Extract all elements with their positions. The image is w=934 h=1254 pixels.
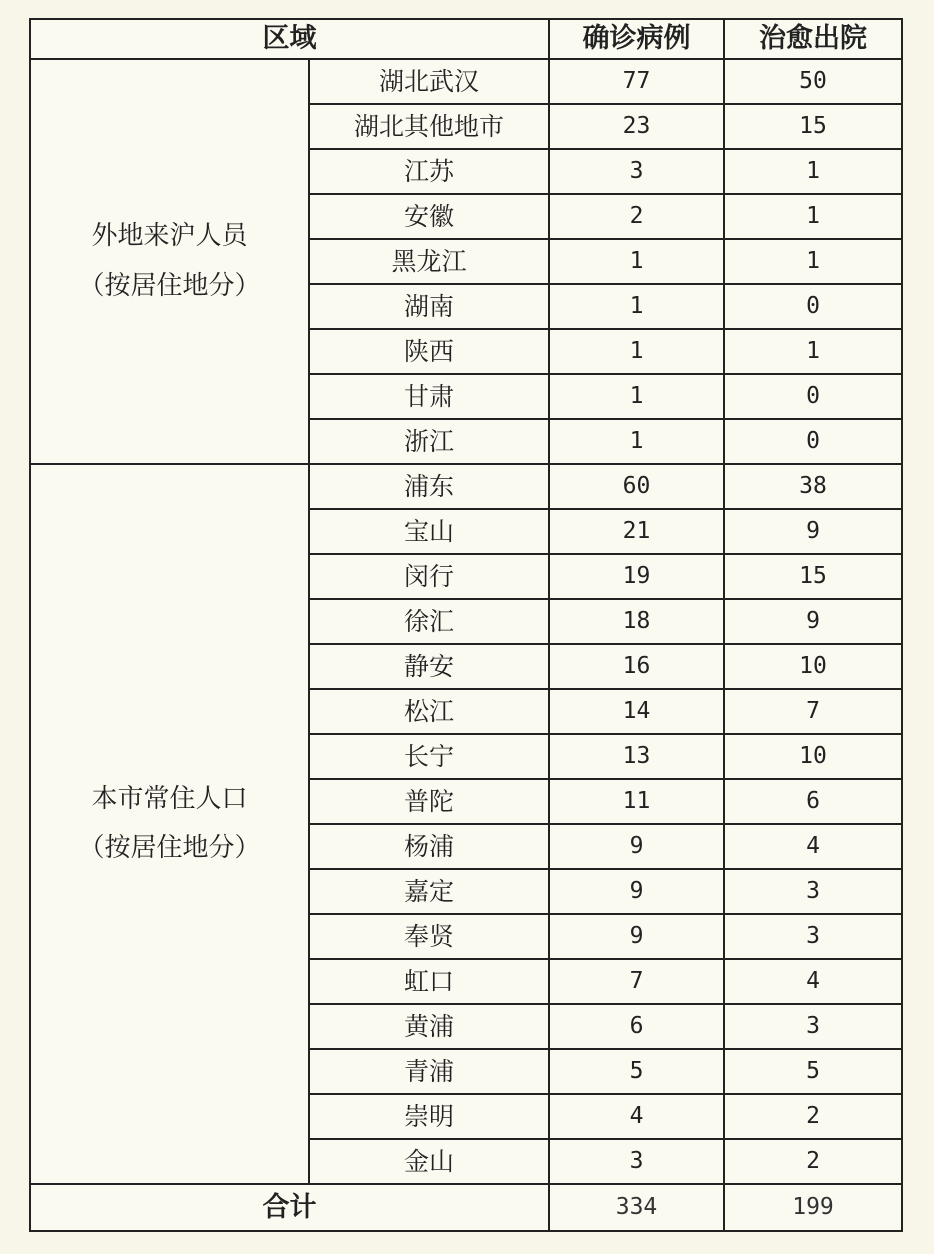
total-recovered: 199: [724, 1184, 902, 1231]
recovered-cell: 1: [724, 239, 902, 284]
confirmed-cell: 3: [549, 1139, 724, 1184]
confirmed-cell: 5: [549, 1049, 724, 1094]
header-recovered: 治愈出院: [724, 19, 902, 59]
case-statistics-table: [29, 18, 903, 1232]
confirmed-cell: 16: [549, 644, 724, 689]
confirmed-cell: 14: [549, 689, 724, 734]
confirmed-cell: 3: [549, 149, 724, 194]
recovered-cell: 0: [724, 419, 902, 464]
recovered-cell: 2: [724, 1139, 902, 1184]
confirmed-cell: 21: [549, 509, 724, 554]
area-cell: 浦东: [309, 464, 549, 509]
recovered-cell: 9: [724, 509, 902, 554]
header-confirmed: 确诊病例: [549, 19, 724, 59]
area-cell: 湖北武汉: [309, 59, 549, 104]
confirmed-cell: 7: [549, 959, 724, 1004]
recovered-cell: 3: [724, 1004, 902, 1049]
table-row: [30, 464, 902, 509]
recovered-cell: 9: [724, 599, 902, 644]
area-cell: 崇明: [309, 1094, 549, 1139]
recovered-cell: 4: [724, 959, 902, 1004]
area-cell: 陕西: [309, 329, 549, 374]
area-cell: 长宁: [309, 734, 549, 779]
recovered-cell: 3: [724, 869, 902, 914]
recovered-cell: 1: [724, 194, 902, 239]
area-cell: 黄浦: [309, 1004, 549, 1049]
area-cell: 湖北其他地市: [309, 104, 549, 149]
confirmed-cell: 1: [549, 239, 724, 284]
area-cell: 金山: [309, 1139, 549, 1184]
group-label: [30, 464, 309, 1184]
recovered-cell: 50: [724, 59, 902, 104]
table-body: [30, 59, 902, 1184]
recovered-cell: 6: [724, 779, 902, 824]
confirmed-cell: 23: [549, 104, 724, 149]
area-cell: 安徽: [309, 194, 549, 239]
confirmed-cell: 6: [549, 1004, 724, 1049]
recovered-cell: 38: [724, 464, 902, 509]
area-cell: 浙江: [309, 419, 549, 464]
recovered-cell: 3: [724, 914, 902, 959]
confirmed-cell: 2: [549, 194, 724, 239]
confirmed-cell: 9: [549, 824, 724, 869]
confirmed-cell: 9: [549, 914, 724, 959]
area-cell: 闵行: [309, 554, 549, 599]
table-row: [30, 59, 902, 104]
group-label-line1: 本市常住人口: [91, 783, 248, 814]
confirmed-cell: 4: [549, 1094, 724, 1139]
recovered-cell: 10: [724, 644, 902, 689]
total-confirmed: 334: [549, 1184, 724, 1231]
recovered-cell: 1: [724, 329, 902, 374]
group-label-line1: 外地来沪人员: [91, 221, 248, 252]
area-cell: 宝山: [309, 509, 549, 554]
area-cell: 嘉定: [309, 869, 549, 914]
area-cell: 江苏: [309, 149, 549, 194]
header-row: [30, 19, 902, 59]
area-cell: 青浦: [309, 1049, 549, 1094]
confirmed-cell: 18: [549, 599, 724, 644]
confirmed-cell: 1: [549, 329, 724, 374]
area-cell: 静安: [309, 644, 549, 689]
area-cell: 奉贤: [309, 914, 549, 959]
confirmed-cell: 1: [549, 284, 724, 329]
area-cell: 黑龙江: [309, 239, 549, 284]
group-label: [30, 59, 309, 464]
area-cell: 湖南: [309, 284, 549, 329]
recovered-cell: 7: [724, 689, 902, 734]
total-row: [30, 1184, 902, 1231]
area-cell: 甘肃: [309, 374, 549, 419]
total-label: 合计: [30, 1184, 549, 1231]
recovered-cell: 2: [724, 1094, 902, 1139]
recovered-cell: 1: [724, 149, 902, 194]
group-label-line2: （按居住地分）: [78, 833, 261, 863]
recovered-cell: 15: [724, 104, 902, 149]
confirmed-cell: 77: [549, 59, 724, 104]
confirmed-cell: 11: [549, 779, 724, 824]
area-cell: 普陀: [309, 779, 549, 824]
area-cell: 松江: [309, 689, 549, 734]
recovered-cell: 5: [724, 1049, 902, 1094]
confirmed-cell: 60: [549, 464, 724, 509]
confirmed-cell: 13: [549, 734, 724, 779]
confirmed-cell: 1: [549, 374, 724, 419]
confirmed-cell: 19: [549, 554, 724, 599]
recovered-cell: 0: [724, 284, 902, 329]
area-cell: 徐汇: [309, 599, 549, 644]
confirmed-cell: 9: [549, 869, 724, 914]
recovered-cell: 4: [724, 824, 902, 869]
area-cell: 杨浦: [309, 824, 549, 869]
recovered-cell: 15: [724, 554, 902, 599]
recovered-cell: 0: [724, 374, 902, 419]
header-region: 区域: [30, 19, 549, 59]
group-label-line2: （按居住地分）: [78, 270, 261, 301]
recovered-cell: 10: [724, 734, 902, 779]
area-cell: 虹口: [309, 959, 549, 1004]
confirmed-cell: 1: [549, 419, 724, 464]
